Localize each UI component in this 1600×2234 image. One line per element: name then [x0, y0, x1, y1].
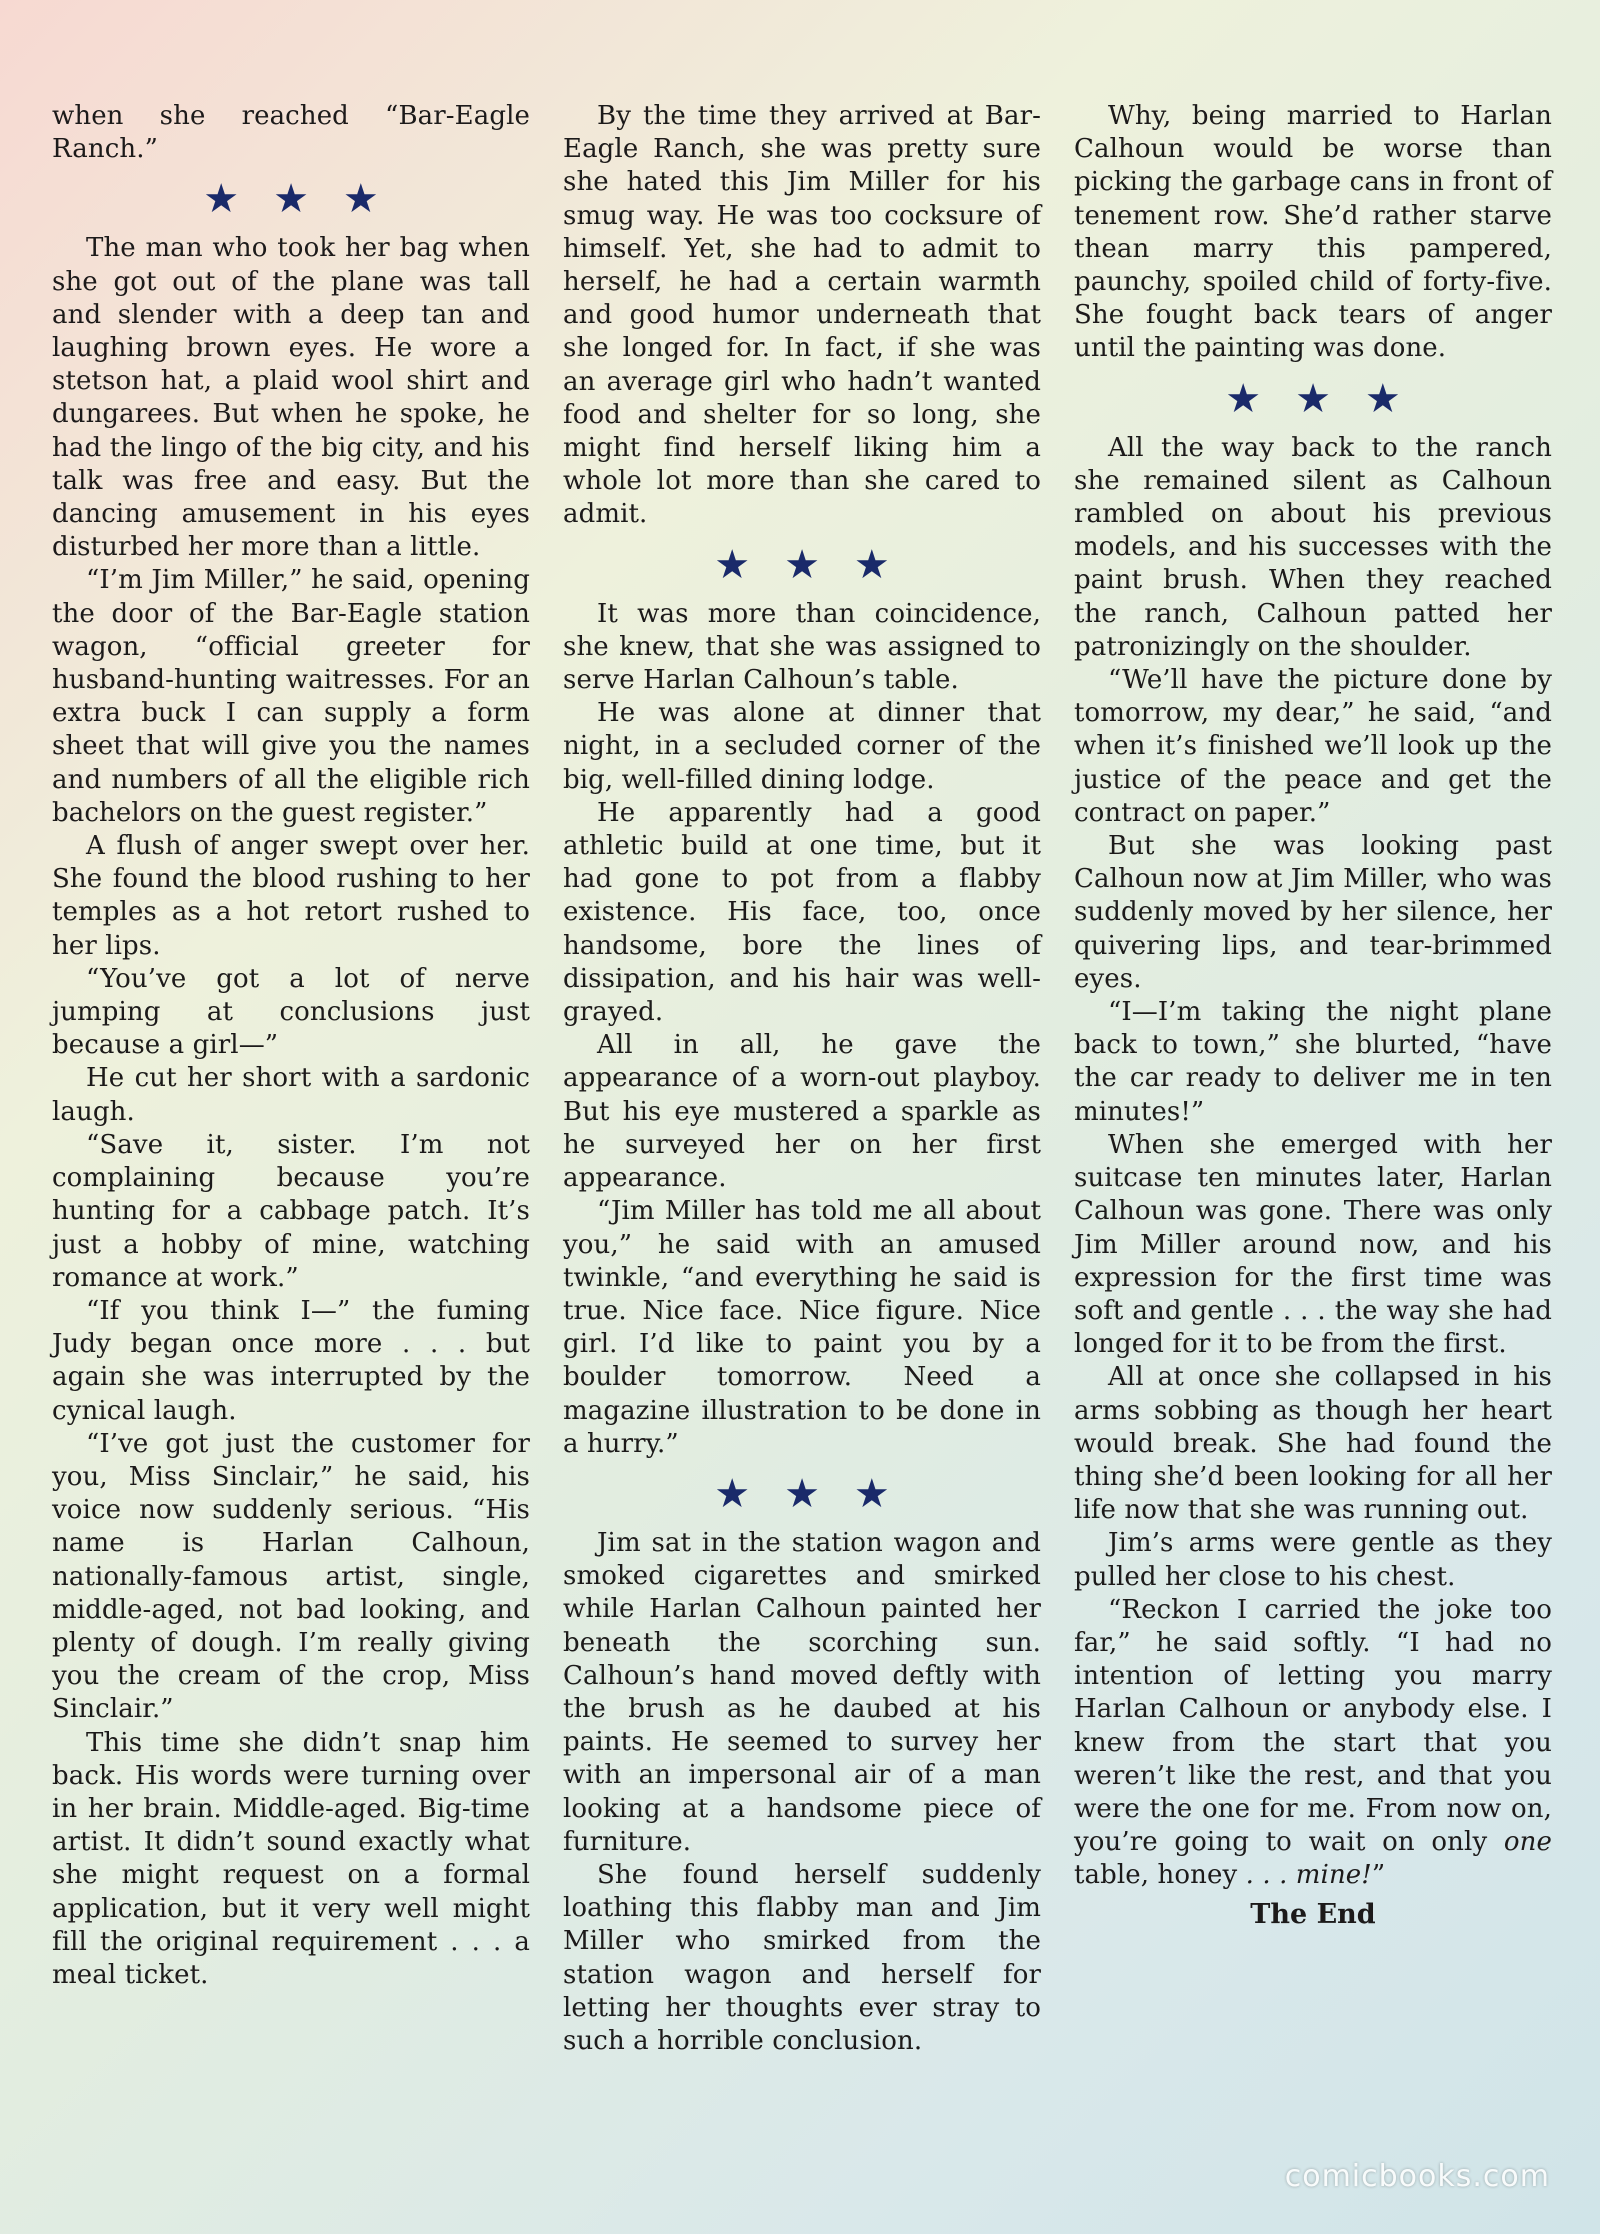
- story-paragraph: when she reached “Bar-Eagle Ranch.”: [52, 101, 530, 165]
- story-paragraph: “We’ll have the picture done by tomorrow, my dear,” he said, “and when it’s finished we’ll look up the justice of the peace and get the contract on paper.”: [1074, 665, 1552, 828]
- section-break-stars: ★★★: [714, 541, 924, 588]
- section-break-stars: ★★★: [1225, 375, 1435, 422]
- story-paragraph: She found herself suddenly loathing this flabby man and Jim Miller who smirked from the station wagon and herself for letting her thoughts ever stray to such a horrible conclusion.: [563, 1859, 1041, 2056]
- story-paragraph: But she was looking past Calhoun now at Jim Miller, who was suddenly moved by her silence, her quivering lips, and tear-brimmed eyes.: [1074, 831, 1552, 994]
- story-paragraph: “You’ve got a lot of nerve jumping at conclusions just because a girl—”: [52, 963, 530, 1061]
- column-middle: [563, 100, 1041, 2130]
- story-paragraph: This time she didn’t snap him back. His words were turning over in her brain. Middle-aged. Big-time artist. It didn’t sound exactly what she might request on a formal application, but it very well might fill the original requirement . . . a meal ticket.: [52, 1727, 530, 1990]
- story-paragraph: Jim’s arms were gentle as they pulled her close to his chest.: [1074, 1528, 1552, 1592]
- story-paragraph: “I’m Jim Miller,” he said, opening the door of the Bar-Eagle station wagon, “official greeter for husband-hunting waitresses. For an extra buck I can supply a form sheet that will give you the names and numbers of all the eligible rich bachelors on the guest register.”: [52, 565, 530, 828]
- story-paragraph: He apparently had a good athletic build at one time, but it had gone to pot from a flabby existence. His face, too, once handsome, bore the lines of dissipation, and his hair was well-grayed.: [563, 797, 1041, 1028]
- story-paragraph: By the time they arrived at Bar-Eagle Ranch, she was pretty sure she hated this Jim Miller for his smug way. He was too cocksure of himself. Yet, she had to admit to herself, he had a certain warmth and good humor underneath that she longed for. In fact, if she was an average girl who hadn’t wanted food and shelter for so long, she might find herself liking him a whole lot more than she cared to admit.: [563, 101, 1041, 530]
- watermark: comicbooks.com: [1284, 2159, 1550, 2194]
- story-paragraph: “Jim Miller has told me all about you,” he said with an amused twinkle, “and everything he said is true. Nice face. Nice figure. Nice girl. I’d like to paint you by a boulder tomorrow. Need a magazine illustration to be done in a hurry.”: [563, 1196, 1041, 1459]
- column-right: [1074, 100, 1552, 2130]
- section-break-stars: ★★★: [714, 1470, 924, 1517]
- story-paragraph: All at once she collapsed in his arms sobbing as though her heart would break. She had found the thing she’d been looking for all her life now that she was running out.: [1074, 1362, 1552, 1526]
- story-paragraph: A flush of anger swept over her. She found the blood rushing to her temples as a hot retort rushed to her lips.: [52, 831, 530, 961]
- story-paragraph: “I—I’m taking the night plane back to town,” she blurted, “have the car ready to deliver me in ten minutes!”: [1074, 997, 1552, 1127]
- story-paragraph: Why, being married to Harlan Calhoun would be worse than picking the garbage cans in front of tenement row. She’d rather starve thean marry this pampered, paunchy, spoiled child of forty-five. She fought back tears of anger until the painting was done.: [1074, 101, 1552, 364]
- story-end-label: The End: [1250, 1898, 1376, 1930]
- story-paragraph: He was alone at dinner that night, in a secluded corner of the big, well-filled dining lodge.: [563, 698, 1041, 795]
- section-break-stars: ★★★: [203, 176, 413, 223]
- story-paragraph: He cut her short with a sardonic laugh.: [52, 1063, 530, 1127]
- story-paragraph: The man who took her bag when she got out of the plane was tall and slender with a deep tan and laughing brown eyes. He wore a stetson hat, a plaid wool shirt and dungarees. But when he spoke, he had the lingo of the big city, and his talk was free and easy. But the dancing amusement in his eyes disturbed her more than a little.: [52, 233, 530, 563]
- column-left: [52, 100, 530, 2130]
- story-page: [52, 100, 1552, 2130]
- story-paragraph: “Save it, sister. I’m not complaining because you’re hunting for a cabbage patch. It’s just a hobby of mine, watching romance at work.”: [52, 1129, 530, 1293]
- story-paragraph: It was more than coincidence, she knew, that she was assigned to serve Harlan Calhoun’s table.: [563, 598, 1041, 696]
- story-paragraph: “If you think I—” the fuming Judy began once more . . . but again she was interrupted by the cynical laugh.: [52, 1295, 530, 1426]
- story-paragraph: “I’ve got just the customer for you, Miss Sinclair,” he said, his voice now suddenly serious. “His name is Harlan Calhoun, nationally-famous artist, single, middle-aged, not bad looking, and plenty of dough. I’m really giving you the cream of the crop, Miss Sinclair.”: [52, 1428, 530, 1725]
- story-paragraph: When she emerged with her suitcase ten minutes later, Harlan Calhoun was gone. There was only Jim Miller around now, and his expression for the first time was soft and gentle . . . the way she had longed for it to be from the first.: [1074, 1129, 1552, 1360]
- story-paragraph: All the way back to the ranch she remained silent as Calhoun rambled on about his previous models, and his successes with the paint brush. When they reached the ranch, Calhoun patted her patronizingly on the shoulder.: [1074, 432, 1552, 662]
- story-paragraph: “Reckon I carried the joke too far,” he said softly. “I had no intention of letting you marry Harlan Calhoun or anybody else. I knew from the start that you weren’t like the rest, and that you were the one for me. From now on, you’re going to wait on only one table, honey . . . mine!”: [1074, 1594, 1552, 1891]
- story-paragraph: Jim sat in the station wagon and smoked cigarettes and smirked while Harlan Calhoun painted her beneath the scorching sun. Calhoun’s hand moved deftly with the brush as he daubed at his paints. He seemed to survey her with an impersonal air of a man looking at a handsome piece of furniture.: [563, 1527, 1041, 1857]
- story-paragraph: All in all, he gave the appearance of a worn-out playboy. But his eye mustered a sparkle as he surveyed her on her first appearance.: [563, 1030, 1041, 1194]
